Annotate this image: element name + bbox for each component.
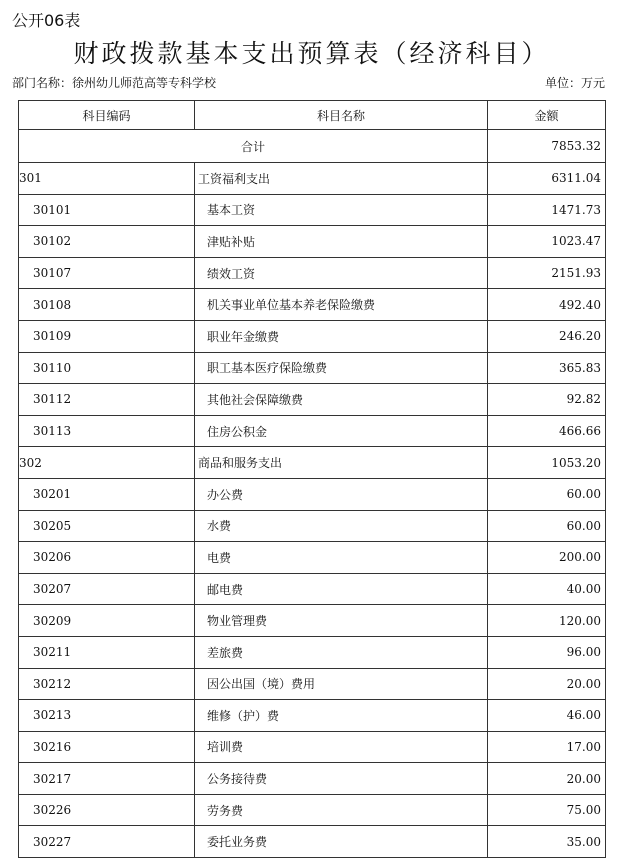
table-row [19, 731, 606, 763]
total-label: 合计 [19, 130, 488, 163]
page-title: 财政拨款基本支出预算表（经济科目） [73, 39, 550, 68]
row-amount: 20.00 [488, 763, 606, 795]
row-amount: 120.00 [488, 605, 606, 637]
row-code: 30101 [19, 194, 195, 226]
table-row [19, 542, 606, 574]
row-name: 商品和服务支出 [195, 447, 488, 479]
row-amount: 1023.47 [488, 226, 606, 258]
row-amount: 246.20 [488, 320, 606, 352]
row-name: 劳务费 [195, 794, 488, 826]
row-code: 30205 [19, 510, 195, 542]
row-amount: 60.00 [488, 510, 606, 542]
table-row [19, 510, 606, 542]
row-name: 培训费 [195, 731, 488, 763]
row-name: 绩效工资 [195, 257, 488, 289]
table-row [19, 289, 606, 321]
form-id-label: 公开06表 [12, 11, 81, 30]
total-row [19, 130, 606, 163]
table-row [19, 194, 606, 226]
budget-table [18, 100, 606, 858]
row-code: 30207 [19, 573, 195, 605]
row-amount: 40.00 [488, 573, 606, 605]
row-amount: 35.00 [488, 826, 606, 858]
row-name: 邮电费 [195, 573, 488, 605]
row-amount: 17.00 [488, 731, 606, 763]
row-amount: 492.40 [488, 289, 606, 321]
table-row [19, 700, 606, 732]
row-code: 30102 [19, 226, 195, 258]
row-code: 30110 [19, 352, 195, 384]
table-row [19, 447, 606, 479]
table-header-row [19, 101, 606, 130]
row-amount: 2151.93 [488, 257, 606, 289]
row-name: 其他社会保障缴费 [195, 384, 488, 416]
table-row [19, 794, 606, 826]
row-name: 基本工资 [195, 194, 488, 226]
row-name: 差旅费 [195, 636, 488, 668]
row-amount: 1471.73 [488, 194, 606, 226]
row-amount: 96.00 [488, 636, 606, 668]
row-code: 30216 [19, 731, 195, 763]
unit-label: 单位：万元 [544, 76, 605, 90]
department-label: 部门名称：徐州幼儿师范高等专科学校 [12, 76, 217, 90]
row-amount: 60.00 [488, 478, 606, 510]
table-row [19, 415, 606, 447]
table-row [19, 257, 606, 289]
row-code: 30113 [19, 415, 195, 447]
table-row [19, 605, 606, 637]
row-amount: 365.83 [488, 352, 606, 384]
row-code: 30112 [19, 384, 195, 416]
column-header-name: 科目名称 [195, 101, 488, 130]
table-row [19, 478, 606, 510]
row-amount: 200.00 [488, 542, 606, 574]
row-name: 职工基本医疗保险缴费 [195, 352, 488, 384]
table-row [19, 573, 606, 605]
row-amount: 20.00 [488, 668, 606, 700]
row-name: 住房公积金 [195, 415, 488, 447]
row-code: 30107 [19, 257, 195, 289]
row-name: 维修（护）费 [195, 700, 488, 732]
row-code: 30213 [19, 700, 195, 732]
table-row [19, 226, 606, 258]
row-name: 因公出国（境）费用 [195, 668, 488, 700]
column-header-amount: 金额 [488, 101, 606, 130]
row-amount: 92.82 [488, 384, 606, 416]
row-name: 机关事业单位基本养老保险缴费 [195, 289, 488, 321]
row-name: 工资福利支出 [195, 163, 488, 195]
row-code: 30212 [19, 668, 195, 700]
table-row [19, 320, 606, 352]
total-amount: 7853.32 [488, 130, 606, 163]
row-code: 30226 [19, 794, 195, 826]
row-code: 30209 [19, 605, 195, 637]
row-code: 30217 [19, 763, 195, 795]
table-row [19, 826, 606, 858]
row-name: 委托业务费 [195, 826, 488, 858]
row-name: 电费 [195, 542, 488, 574]
row-name: 物业管理费 [195, 605, 488, 637]
row-code: 30108 [19, 289, 195, 321]
table-row [19, 384, 606, 416]
row-code: 301 [19, 163, 195, 195]
row-code: 30211 [19, 636, 195, 668]
table-row [19, 352, 606, 384]
row-code: 302 [19, 447, 195, 479]
table-row [19, 668, 606, 700]
row-name: 办公费 [195, 478, 488, 510]
table-row [19, 636, 606, 668]
row-amount: 1053.20 [488, 447, 606, 479]
row-name: 水费 [195, 510, 488, 542]
row-code: 30201 [19, 478, 195, 510]
row-amount: 75.00 [488, 794, 606, 826]
row-amount: 6311.04 [488, 163, 606, 195]
row-name: 津贴补贴 [195, 226, 488, 258]
row-amount: 466.66 [488, 415, 606, 447]
row-code: 30109 [19, 320, 195, 352]
row-code: 30227 [19, 826, 195, 858]
row-name: 公务接待费 [195, 763, 488, 795]
row-name: 职业年金缴费 [195, 320, 488, 352]
row-code: 30206 [19, 542, 195, 574]
table-row [19, 163, 606, 195]
row-amount: 46.00 [488, 700, 606, 732]
table-row [19, 763, 606, 795]
column-header-code: 科目编码 [19, 101, 195, 130]
